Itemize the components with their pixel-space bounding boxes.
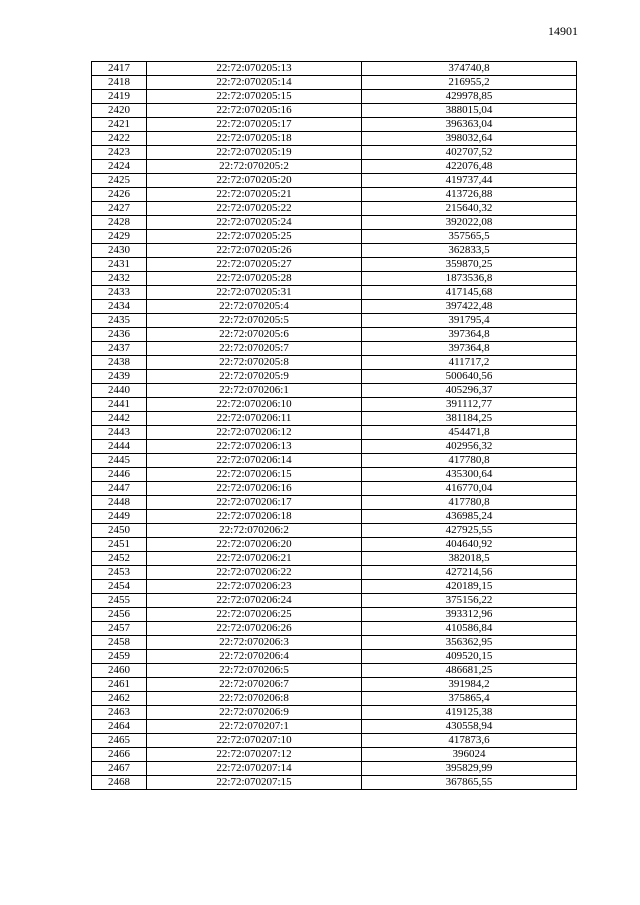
table-row (92, 258, 577, 272)
cadastral-number-cell: 22:72:070207:15 (147, 776, 362, 790)
value-cell: 391112,77 (362, 398, 577, 412)
row-number-cell: 2457 (92, 622, 147, 636)
row-number-cell: 2451 (92, 538, 147, 552)
value-cell: 388015,04 (362, 104, 577, 118)
value-cell: 427214,56 (362, 566, 577, 580)
table-row (92, 720, 577, 734)
data-table (91, 61, 577, 790)
value-cell: 402707,52 (362, 146, 577, 160)
row-number-cell: 2427 (92, 202, 147, 216)
row-number-cell: 2417 (92, 62, 147, 76)
row-number-cell: 2420 (92, 104, 147, 118)
table-row (92, 734, 577, 748)
row-number-cell: 2463 (92, 706, 147, 720)
table-row (92, 580, 577, 594)
value-cell: 395829,99 (362, 762, 577, 776)
cadastral-number-cell: 22:72:070205:19 (147, 146, 362, 160)
cadastral-number-cell: 22:72:070205:25 (147, 230, 362, 244)
cadastral-number-cell: 22:72:070206:1 (147, 384, 362, 398)
row-number-cell: 2453 (92, 566, 147, 580)
value-cell: 375156,22 (362, 594, 577, 608)
value-cell: 391984,2 (362, 678, 577, 692)
table-row (92, 356, 577, 370)
cadastral-number-cell: 22:72:070205:7 (147, 342, 362, 356)
cadastral-number-cell: 22:72:070206:7 (147, 678, 362, 692)
table-row (92, 90, 577, 104)
table-row (92, 370, 577, 384)
table-row (92, 62, 577, 76)
page-number: 14901 (548, 24, 578, 38)
cadastral-number-cell: 22:72:070206:18 (147, 510, 362, 524)
row-number-cell: 2418 (92, 76, 147, 90)
cadastral-number-cell: 22:72:070206:20 (147, 538, 362, 552)
cadastral-number-cell: 22:72:070205:28 (147, 272, 362, 286)
row-number-cell: 2454 (92, 580, 147, 594)
table-row (92, 412, 577, 426)
row-number-cell: 2455 (92, 594, 147, 608)
table-row (92, 594, 577, 608)
cadastral-number-cell: 22:72:070207:12 (147, 748, 362, 762)
value-cell: 404640,92 (362, 538, 577, 552)
table-row (92, 216, 577, 230)
value-cell: 397364,8 (362, 342, 577, 356)
row-number-cell: 2446 (92, 468, 147, 482)
value-cell: 409520,15 (362, 650, 577, 664)
row-number-cell: 2436 (92, 328, 147, 342)
table-row (92, 132, 577, 146)
table-row (92, 678, 577, 692)
row-number-cell: 2468 (92, 776, 147, 790)
table-row (92, 482, 577, 496)
table-row (92, 468, 577, 482)
value-cell: 435300,64 (362, 468, 577, 482)
value-cell: 419737,44 (362, 174, 577, 188)
table-row (92, 398, 577, 412)
cadastral-number-cell: 22:72:070206:25 (147, 608, 362, 622)
table-row (92, 454, 577, 468)
value-cell: 430558,94 (362, 720, 577, 734)
table-row (92, 748, 577, 762)
value-cell: 393312,96 (362, 608, 577, 622)
row-number-cell: 2452 (92, 552, 147, 566)
value-cell: 419125,38 (362, 706, 577, 720)
row-number-cell: 2434 (92, 300, 147, 314)
cadastral-number-cell: 22:72:070205:2 (147, 160, 362, 174)
cadastral-number-cell: 22:72:070206:15 (147, 468, 362, 482)
table-row (92, 538, 577, 552)
table-row (92, 146, 577, 160)
cadastral-number-cell: 22:72:070205:9 (147, 370, 362, 384)
row-number-cell: 2465 (92, 734, 147, 748)
table-row (92, 706, 577, 720)
cadastral-number-cell: 22:72:070206:8 (147, 692, 362, 706)
row-number-cell: 2433 (92, 286, 147, 300)
value-cell: 359870,25 (362, 258, 577, 272)
value-cell: 381184,25 (362, 412, 577, 426)
value-cell: 422076,48 (362, 160, 577, 174)
table-row (92, 524, 577, 538)
value-cell: 454471,8 (362, 426, 577, 440)
table-row (92, 762, 577, 776)
cadastral-number-cell: 22:72:070205:22 (147, 202, 362, 216)
table-body (92, 62, 577, 790)
table-row (92, 440, 577, 454)
row-number-cell: 2437 (92, 342, 147, 356)
table-row (92, 76, 577, 90)
cadastral-number-cell: 22:72:070205:4 (147, 300, 362, 314)
row-number-cell: 2464 (92, 720, 147, 734)
cadastral-number-cell: 22:72:070206:22 (147, 566, 362, 580)
table-row (92, 608, 577, 622)
value-cell: 500640,56 (362, 370, 577, 384)
row-number-cell: 2460 (92, 664, 147, 678)
cadastral-number-cell: 22:72:070205:6 (147, 328, 362, 342)
value-cell: 402956,32 (362, 440, 577, 454)
value-cell: 382018,5 (362, 552, 577, 566)
value-cell: 427925,55 (362, 524, 577, 538)
value-cell: 429978,85 (362, 90, 577, 104)
table-row (92, 552, 577, 566)
value-cell: 417780,8 (362, 496, 577, 510)
row-number-cell: 2448 (92, 496, 147, 510)
table-row (92, 622, 577, 636)
value-cell: 416770,04 (362, 482, 577, 496)
row-number-cell: 2443 (92, 426, 147, 440)
cadastral-number-cell: 22:72:070205:14 (147, 76, 362, 90)
cadastral-number-cell: 22:72:070206:16 (147, 482, 362, 496)
cadastral-number-cell: 22:72:070206:10 (147, 398, 362, 412)
row-number-cell: 2435 (92, 314, 147, 328)
table-row (92, 692, 577, 706)
value-cell: 405296,37 (362, 384, 577, 398)
row-number-cell: 2439 (92, 370, 147, 384)
value-cell: 391795,4 (362, 314, 577, 328)
cadastral-number-cell: 22:72:070206:2 (147, 524, 362, 538)
row-number-cell: 2423 (92, 146, 147, 160)
table-row (92, 104, 577, 118)
row-number-cell: 2424 (92, 160, 147, 174)
cadastral-number-cell: 22:72:070205:20 (147, 174, 362, 188)
value-cell: 410586,84 (362, 622, 577, 636)
cadastral-number-cell: 22:72:070206:4 (147, 650, 362, 664)
row-number-cell: 2432 (92, 272, 147, 286)
cadastral-number-cell: 22:72:070205:21 (147, 188, 362, 202)
table-row (92, 188, 577, 202)
row-number-cell: 2426 (92, 188, 147, 202)
row-number-cell: 2422 (92, 132, 147, 146)
row-number-cell: 2467 (92, 762, 147, 776)
table-row (92, 174, 577, 188)
row-number-cell: 2441 (92, 398, 147, 412)
table-row (92, 118, 577, 132)
table-row (92, 286, 577, 300)
table-row (92, 426, 577, 440)
row-number-cell: 2431 (92, 258, 147, 272)
table-row (92, 650, 577, 664)
cadastral-number-cell: 22:72:070206:23 (147, 580, 362, 594)
cadastral-number-cell: 22:72:070206:24 (147, 594, 362, 608)
row-number-cell: 2462 (92, 692, 147, 706)
row-number-cell: 2421 (92, 118, 147, 132)
value-cell: 374740,8 (362, 62, 577, 76)
cadastral-number-cell: 22:72:070205:15 (147, 90, 362, 104)
table-row (92, 300, 577, 314)
table-row (92, 272, 577, 286)
cadastral-number-cell: 22:72:070205:27 (147, 258, 362, 272)
row-number-cell: 2466 (92, 748, 147, 762)
cadastral-number-cell: 22:72:070206:21 (147, 552, 362, 566)
table-row (92, 510, 577, 524)
cadastral-number-cell: 22:72:070206:26 (147, 622, 362, 636)
row-number-cell: 2440 (92, 384, 147, 398)
row-number-cell: 2419 (92, 90, 147, 104)
table-row (92, 342, 577, 356)
row-number-cell: 2461 (92, 678, 147, 692)
row-number-cell: 2450 (92, 524, 147, 538)
value-cell: 356362,95 (362, 636, 577, 650)
value-cell: 367865,55 (362, 776, 577, 790)
cadastral-number-cell: 22:72:070206:13 (147, 440, 362, 454)
table-row (92, 384, 577, 398)
table-row (92, 496, 577, 510)
value-cell: 417145,68 (362, 286, 577, 300)
cadastral-number-cell: 22:72:070206:14 (147, 454, 362, 468)
value-cell: 420189,15 (362, 580, 577, 594)
cadastral-number-cell: 22:72:070206:11 (147, 412, 362, 426)
cadastral-number-cell: 22:72:070205:17 (147, 118, 362, 132)
cadastral-number-cell: 22:72:070205:18 (147, 132, 362, 146)
cadastral-number-cell: 22:72:070205:31 (147, 286, 362, 300)
cadastral-number-cell: 22:72:070205:8 (147, 356, 362, 370)
value-cell: 398032,64 (362, 132, 577, 146)
cadastral-number-cell: 22:72:070207:10 (147, 734, 362, 748)
cadastral-number-cell: 22:72:070206:5 (147, 664, 362, 678)
cadastral-number-cell: 22:72:070206:3 (147, 636, 362, 650)
cadastral-number-cell: 22:72:070206:9 (147, 706, 362, 720)
value-cell: 411717,2 (362, 356, 577, 370)
value-cell: 216955,2 (362, 76, 577, 90)
row-number-cell: 2428 (92, 216, 147, 230)
value-cell: 396363,04 (362, 118, 577, 132)
row-number-cell: 2430 (92, 244, 147, 258)
value-cell: 413726,88 (362, 188, 577, 202)
table-row (92, 314, 577, 328)
value-cell: 417873,6 (362, 734, 577, 748)
value-cell: 1873536,8 (362, 272, 577, 286)
row-number-cell: 2429 (92, 230, 147, 244)
cadastral-number-cell: 22:72:070206:17 (147, 496, 362, 510)
table-row (92, 160, 577, 174)
row-number-cell: 2458 (92, 636, 147, 650)
row-number-cell: 2425 (92, 174, 147, 188)
table-row (92, 230, 577, 244)
cadastral-number-cell: 22:72:070206:12 (147, 426, 362, 440)
value-cell: 357565,5 (362, 230, 577, 244)
value-cell: 397422,48 (362, 300, 577, 314)
value-cell: 486681,25 (362, 664, 577, 678)
cadastral-number-cell: 22:72:070205:13 (147, 62, 362, 76)
cadastral-number-cell: 22:72:070207:14 (147, 762, 362, 776)
cadastral-number-cell: 22:72:070205:26 (147, 244, 362, 258)
row-number-cell: 2444 (92, 440, 147, 454)
table-row (92, 244, 577, 258)
value-cell: 436985,24 (362, 510, 577, 524)
table-row (92, 664, 577, 678)
value-cell: 417780,8 (362, 454, 577, 468)
table-row (92, 776, 577, 790)
row-number-cell: 2447 (92, 482, 147, 496)
cadastral-number-cell: 22:72:070205:16 (147, 104, 362, 118)
row-number-cell: 2445 (92, 454, 147, 468)
table-row (92, 566, 577, 580)
table-row (92, 636, 577, 650)
value-cell: 397364,8 (362, 328, 577, 342)
cadastral-number-cell: 22:72:070207:1 (147, 720, 362, 734)
value-cell: 215640,32 (362, 202, 577, 216)
row-number-cell: 2449 (92, 510, 147, 524)
cadastral-number-cell: 22:72:070205:5 (147, 314, 362, 328)
value-cell: 392022,08 (362, 216, 577, 230)
row-number-cell: 2456 (92, 608, 147, 622)
row-number-cell: 2438 (92, 356, 147, 370)
value-cell: 362833,5 (362, 244, 577, 258)
value-cell: 396024 (362, 748, 577, 762)
value-cell: 375865,4 (362, 692, 577, 706)
row-number-cell: 2442 (92, 412, 147, 426)
row-number-cell: 2459 (92, 650, 147, 664)
cadastral-number-cell: 22:72:070205:24 (147, 216, 362, 230)
table-row (92, 328, 577, 342)
table-row (92, 202, 577, 216)
